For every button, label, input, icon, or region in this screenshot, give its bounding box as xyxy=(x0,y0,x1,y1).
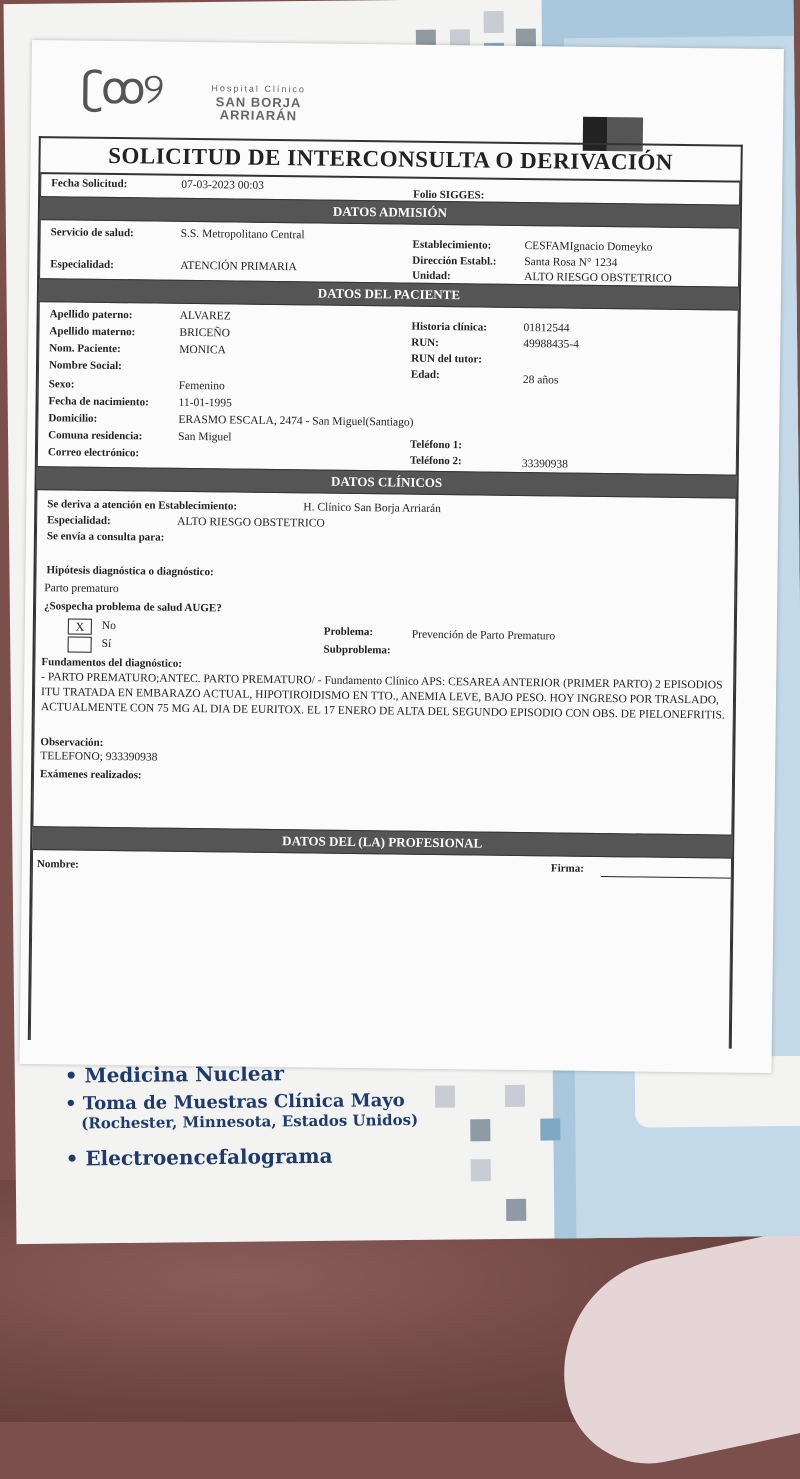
form-table xyxy=(28,136,743,1049)
hospital-logo-icon: ʗꝏ୨ xyxy=(81,62,162,115)
brochure-bullets xyxy=(65,1060,419,1177)
signature-line xyxy=(601,875,731,879)
decor-square xyxy=(540,1118,560,1140)
decor-square xyxy=(471,1159,491,1181)
clinicos-block: Se deriva a atención en Establecimiento: H. Clínico San Borja Arriarán Especialidad: ALTO RIESGO OBSTETRICO Se envía a consulta para: Hipótesis diagnóstica o diagnóstico: Parto prematuro ¿Sospecha problema de salud AUGE? X No Sí Problema: Prevención de Parto Prematuro Subproblema: Fundamentos del diagnóstico: - PARTO PREMATURO;ANTEC. PARTO PREMATURO/ - Fundamento Clínico APS: CESAREA ANTERIOR (PRIMER PARTO) 2 EPISODIOS ITU TRATADA EN EMBARAZO ACTUAL, HIPOTIROIDISMO EN TTO., ANEMIA LEVE, BAJO PESO. HOY INGRESO POR TRASLADO, ACTUALMENTE CON 75 MG AL DIA DE EURITOX. EL 17 ENERO DE ALTA DEL SEGUNDO EPISODIO CON OBS. DE PIELONEFRITIS. Observación: TELEFONO; 933390938 Exámenes realizados: xyxy=(32,490,736,835)
section-profesional: DATOS DEL (LA) PROFESIONAL xyxy=(32,826,732,859)
hospital-name: Hospital Clínico SAN BORJA ARRIARÁN xyxy=(211,83,307,124)
decor-square xyxy=(506,1199,526,1221)
section-paciente: DATOS DEL PACIENTE xyxy=(39,278,739,311)
fundamentos-text: - PARTO PREMATURO;ANTEC. PARTO PREMATURO/ - Fundamento Clínico APS: CESAREA ANTERIOR (PRIMER PARTO) 2 EPISODIOS ITU TRATADA EN EMBARAZO ACTUAL, HIPOTIROIDISMO EN TTO., ANEMIA LEVE, BAJO PESO. HOY INGRESO POR TRASLADO, ACTUALMENTE CON 75 MG AL DIA DE EURITOX. EL 17 ENERO DE ALTA DEL SEGUNDO EPISODIO CON OBS. DE PIELONEFRITIS. xyxy=(40,671,725,722)
section-admision: DATOS ADMISIÓN xyxy=(40,196,740,229)
form-header xyxy=(31,40,784,145)
admision-block: Servicio de salud: S.S. Metropolitano Central Especialidad: ATENCIÓN PRIMARIA Establecimiento: CESFAMIgnacio Domeyko Dirección Establ.: Santa Rosa N° 1234 Unidad: ALTO RIESGO OBSTETRICO xyxy=(39,220,740,287)
section-clinicos: DATOS CLÍNICOS xyxy=(37,466,737,499)
profesional-block: Nombre: Firma: xyxy=(30,850,732,1049)
auge-si-checkbox[interactable] xyxy=(68,636,92,652)
paciente-block: Apellido paterno: ALVAREZ Apellido materno: BRICEÑO Nom. Paciente: MONICA Nombre Social: Sexo: Femenino Fecha de nacimiento: 11-01-1995 Domicilio: ERASMO ESCALA, 2474 - San Miguel(Santiago) Comuna residencia: San Miguel Correo electrónico: Historia clínica: 01812544 RUN: 49988435-4 RUN del tutor: Edad: 28 años Teléfono 1: Teléfono 2: 33390938 xyxy=(37,302,739,475)
bullet-item: • Toma de Muestras Clínica Mayo xyxy=(64,1090,405,1115)
bullet-item: • Medicina Nuclear xyxy=(64,1061,285,1088)
decor-square xyxy=(435,1086,455,1108)
form-title: SOLICITUD DE INTERCONSULTA O DERIVACIÓN xyxy=(40,138,740,183)
decor-square xyxy=(505,1085,525,1107)
referral-form-paper xyxy=(19,40,783,1073)
auge-no-checkbox[interactable]: X xyxy=(68,618,92,634)
decor-square xyxy=(484,11,504,33)
request-info: Fecha Solicitud: 07-03-2023 00:03 Folio SIGGES: xyxy=(40,174,740,205)
bullet-item: • Electroencefalograma xyxy=(65,1143,333,1171)
bullet-subitem: (Rochester, Minnesota, Estados Unidos) xyxy=(81,1110,419,1133)
decor-square xyxy=(470,1119,490,1141)
